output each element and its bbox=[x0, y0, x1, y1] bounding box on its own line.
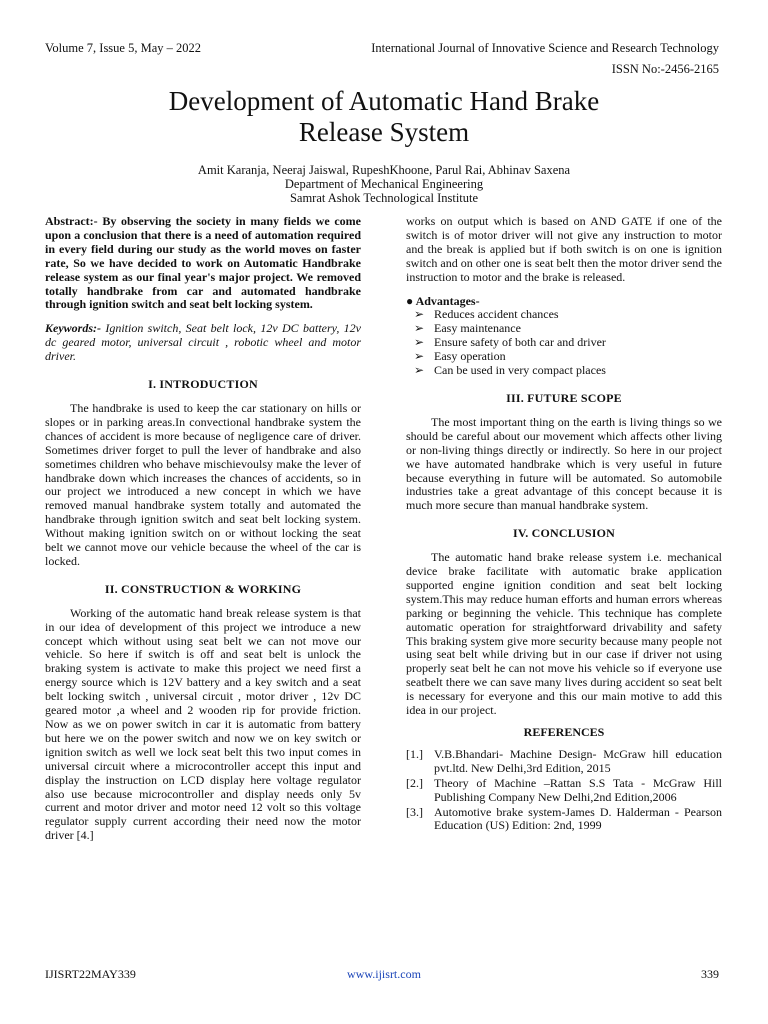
arrow-bullet-icon: ➢ bbox=[414, 321, 425, 336]
advantage-text: Can be used in very compact places bbox=[434, 363, 606, 378]
keywords bbox=[45, 322, 361, 364]
title-line-2: Release System bbox=[298, 117, 470, 147]
intro-heading: I. INTRODUCTION bbox=[148, 377, 258, 392]
reference-item bbox=[406, 806, 722, 834]
advantage-text: Reduces accident chances bbox=[434, 307, 559, 322]
reference-item bbox=[406, 748, 722, 776]
conclusion-text: The automatic hand brake release system i.e. mechanical device brake facilitate with automatic brake application supported engine ignition condition and seat belt locking system.This may reduce human efforts and human errors whereas parking or beginning the vehicle. This technique has complete automatic operation for straightforward drivability and safety This braking system give more security because many people not using seat belt while driving but in our case if driver not using properly seat belt he can not move his vehicle so if everyone use seatbelt there we can save many lives during accident so seat belt is necessary for everyone and this our main motive to add this idea in our project. bbox=[406, 550, 722, 718]
list-item bbox=[414, 322, 722, 336]
right-column bbox=[406, 215, 722, 834]
conclusion-heading: IV. CONCLUSION bbox=[513, 526, 615, 541]
future-scope-text: The most important thing on the earth is living things so we should be careful about our movement which affects other living or non-living things directly or indirectly. So here in our project we have automated handbrake which is very useful in future because everything in future will be automated. So automobile industries take a great advantage of this concept because it is much more secure than manual handbrake system. bbox=[406, 414, 722, 513]
arrow-bullet-icon: ➢ bbox=[414, 363, 425, 378]
paper-id: IJISRT22MAY339 bbox=[45, 967, 136, 981]
reference-text: Theory of Machine –Rattan S.S Tata - McGraw Hill Publishing Company New Delhi,2nd Edition,2006 bbox=[434, 775, 722, 804]
construction-text: Working of the automatic hand break release system is that in our idea of development of this project we introduce a new concept which without using seat belt we can not move our vehicle. So here if switch is off and seat belt is unlock the braking system is activate to make this project we need first a energy source which is 12V battery and a key switch and a seat belt locking switch , universal circuit , motor driver , 12v DC geared motor ,a wheel and 2 wooden rip for provide friction. Now as we on power switch in car it is automatic from battery but here we on the power switch and now we on key switch or ignition switch as well we lock seat belt this two input comes in universal circuit where a microcontroller accept this input and display the instruction on LCD display here voltage regulator also use because microcontroller and display needs only 5v current and motor driver and motor need 12 volt so this voltage regulator supply current according their need now the motor driver [4.] bbox=[45, 605, 361, 843]
reference-item bbox=[406, 777, 722, 805]
list-item bbox=[414, 350, 722, 364]
journal-name: International Journal of Innovative Science and Research Technology bbox=[371, 41, 719, 55]
author-block bbox=[0, 163, 768, 205]
page-number: 339 bbox=[701, 967, 719, 981]
advantages-list bbox=[406, 308, 722, 378]
reference-text: V.B.Bhandari- Machine Design- McGraw hill education pvt.ltd. New Delhi,3rd Edition, 2015 bbox=[434, 746, 722, 775]
department: Department of Mechanical Engineering bbox=[284, 177, 484, 191]
abstract: Abstract:- By observing the society in many fields we come upon a conclusion that there is a need of automation required in every field during our study as the world moves on faster rate, So we have decided to work on Automatic Handbrake release system as our final year's major project. We removed totally handbrake from car and automated handbrake through ignition switch and seat belt locking system. bbox=[45, 214, 361, 312]
construction-heading: II. CONSTRUCTION & WORKING bbox=[104, 581, 302, 596]
arrow-bullet-icon: ➢ bbox=[414, 307, 425, 322]
intro-text: The handbrake is used to keep the car stationary on hills or slopes or in parking areas.In convectional handbrake system the chances of accident is more because of negligence care of driver. Sometimes driver forget to pull the lever of handbrake and also sometimes children who behave mischievoulsy make the lever of handbrake down which increases the chances of accidents, so in our project we introduced a new concept in which we have removed manual handbrake system totally and automated the handbrake through ignition switch and seat belt locking system. Without making ignition switch on or without locking the seat belt we cannot move our vehicle because the wheel of the car is locked. bbox=[45, 400, 361, 568]
references-heading: REFERENCES bbox=[523, 725, 605, 739]
left-column bbox=[45, 215, 361, 843]
working-continued-text: works on output which is based on AND GATE if one of the switch is of motor driver will not give any instruction to motor and the break is applied but if both switch is on one is ignition switch and on other one is seat belt then the motor driver send the instruction to motor and the brake is released. bbox=[406, 214, 722, 284]
arrow-bullet-icon: ➢ bbox=[414, 335, 425, 350]
advantage-text: Easy operation bbox=[434, 349, 506, 364]
title-line-1: Development of Automatic Hand Brake bbox=[168, 86, 600, 116]
reference-text: Automotive brake system-James D. Halderman - Pearson Education (US) Edition: 2nd, 1999 bbox=[434, 804, 722, 833]
advantage-text: Easy maintenance bbox=[434, 321, 521, 336]
arrow-bullet-icon: ➢ bbox=[414, 349, 425, 364]
list-item bbox=[414, 364, 722, 378]
keywords-label: Keywords:- bbox=[45, 321, 101, 336]
reference-number: [2.] bbox=[406, 775, 423, 790]
future-scope-heading: III. FUTURE SCOPE bbox=[506, 390, 622, 405]
reference-number: [1.] bbox=[406, 746, 423, 761]
reference-number: [3.] bbox=[406, 804, 423, 819]
authors: Amit Karanja, Neeraj Jaiswal, RupeshKhoone, Parul Rai, Abhinav Saxena bbox=[197, 163, 571, 177]
keywords-text: Ignition switch, Seat belt lock, 12v DC battery, 12v dc geared motor, universal circuit , robotic wheel and motor driver. bbox=[45, 321, 361, 364]
institute: Samrat Ashok Technological Institute bbox=[289, 191, 479, 205]
issn: ISSN No:-2456-2165 bbox=[611, 62, 719, 76]
journal-volume: Volume 7, Issue 5, May – 2022 bbox=[45, 41, 202, 55]
paper-title bbox=[0, 86, 768, 148]
list-item bbox=[414, 336, 722, 350]
advantages-title: ● Advantages- bbox=[406, 293, 480, 308]
list-item bbox=[414, 308, 722, 322]
advantage-text: Ensure safety of both car and driver bbox=[434, 335, 606, 350]
journal-website-link[interactable]: www.ijisrt.com bbox=[347, 967, 421, 981]
